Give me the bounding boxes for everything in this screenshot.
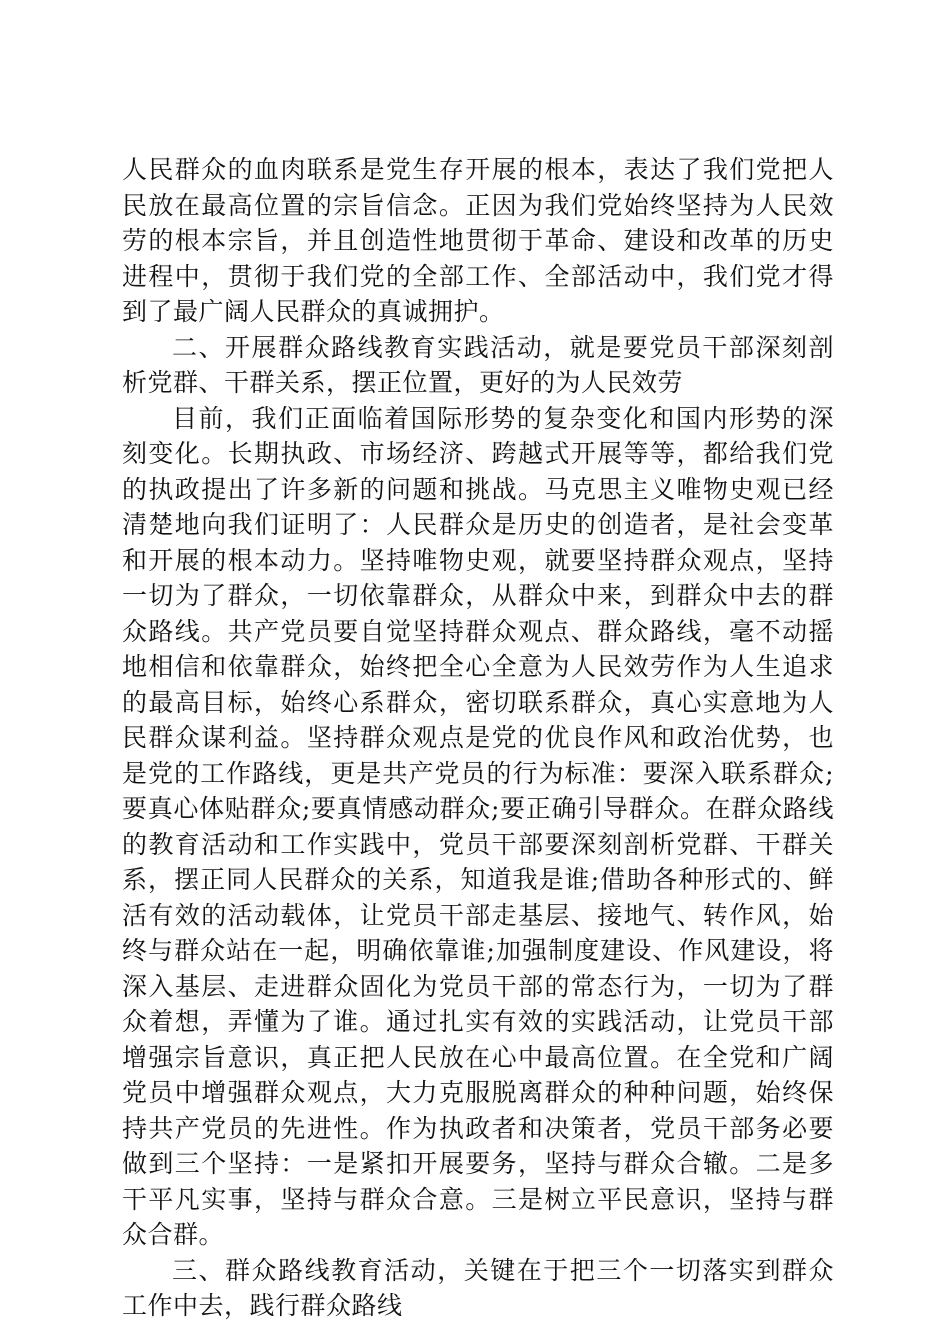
section-heading-3: 三、群众路线教育活动，关键在于把三个一切落实到群众工作中去，践行群众路线 [122,1255,834,1320]
paragraph-1: 人民群众的血肉联系是党生存开展的根本，表达了我们党把人民放在最高位置的宗旨信念。正因为我们党始终坚持为人民效劳的根本宗旨，并且创造性地贯彻于革命、建设和改革的历史进程中，贯彻于我们党的全部工作、全部活动中，我们党才得到了最广阔人民群众的真诚拥护。 [122,155,834,326]
paragraph-3: 目前，我们正面临着国际形势的复杂变化和国内形势的深刻变化。长期执政、市场经济、跨越式开展等等，都给我们党的执政提出了许多新的问题和挑战。马克思主义唯物史观已经清楚地向我们证明了：人民群众是历史的创造者，是社会变革和开展的根本动力。坚持唯物史观，就要坚持群众观点，坚持一切为了群众，一切依靠群众，从群众中来，到群众中去的群众路线。共产党员要自觉坚持群众观点、群众路线，毫不动摇地相信和依靠群众，始终把全心全意为人民效劳作为人生追求的最高目标，始终心系群众，密切联系群众，真心实意地为人民群众谋利益。坚持群众观点是党的优良作风和政治优势，也是党的工作路线，更是共产党员的行为标准：要深入联系群众;要真心体贴群众;要真情感动群众;要正确引导群众。在群众路线的教育活动和工作实践中，党员干部要深刻剖析党群、干群关系，摆正同人民群众的关系，知道我是谁;借助各种形式的、鲜活有效的活动载体，让党员干部走基层、接地气、转作风，始终与群众站在一起，明确依靠谁;加强制度建设、作风建设，将深入基层、走进群众固化为党员干部的常态行为，一切为了群众着想，弄懂为了谁。通过扎实有效的实践活动，让党员干部增强宗旨意识，真正把人民放在心中最高位置。在全党和广阔党员中增强群众观点，大力克服脱离群众的种种问题，始终保持共产党员的先进性。作为执政者和决策者，党员干部务必要做到三个坚持：一是紧扣开展要务，坚持与群众合辙。二是多干平凡实事，坚持与群众合意。三是树立平民意识，坚持与群众合群。 [122,403,834,1249]
section-heading-2: 二、开展群众路线教育实践活动，就是要党员干部深刻剖析党群、干群关系，摆正位置，更好的为人民效劳 [122,332,834,397]
document-body [122,152,834,1324]
